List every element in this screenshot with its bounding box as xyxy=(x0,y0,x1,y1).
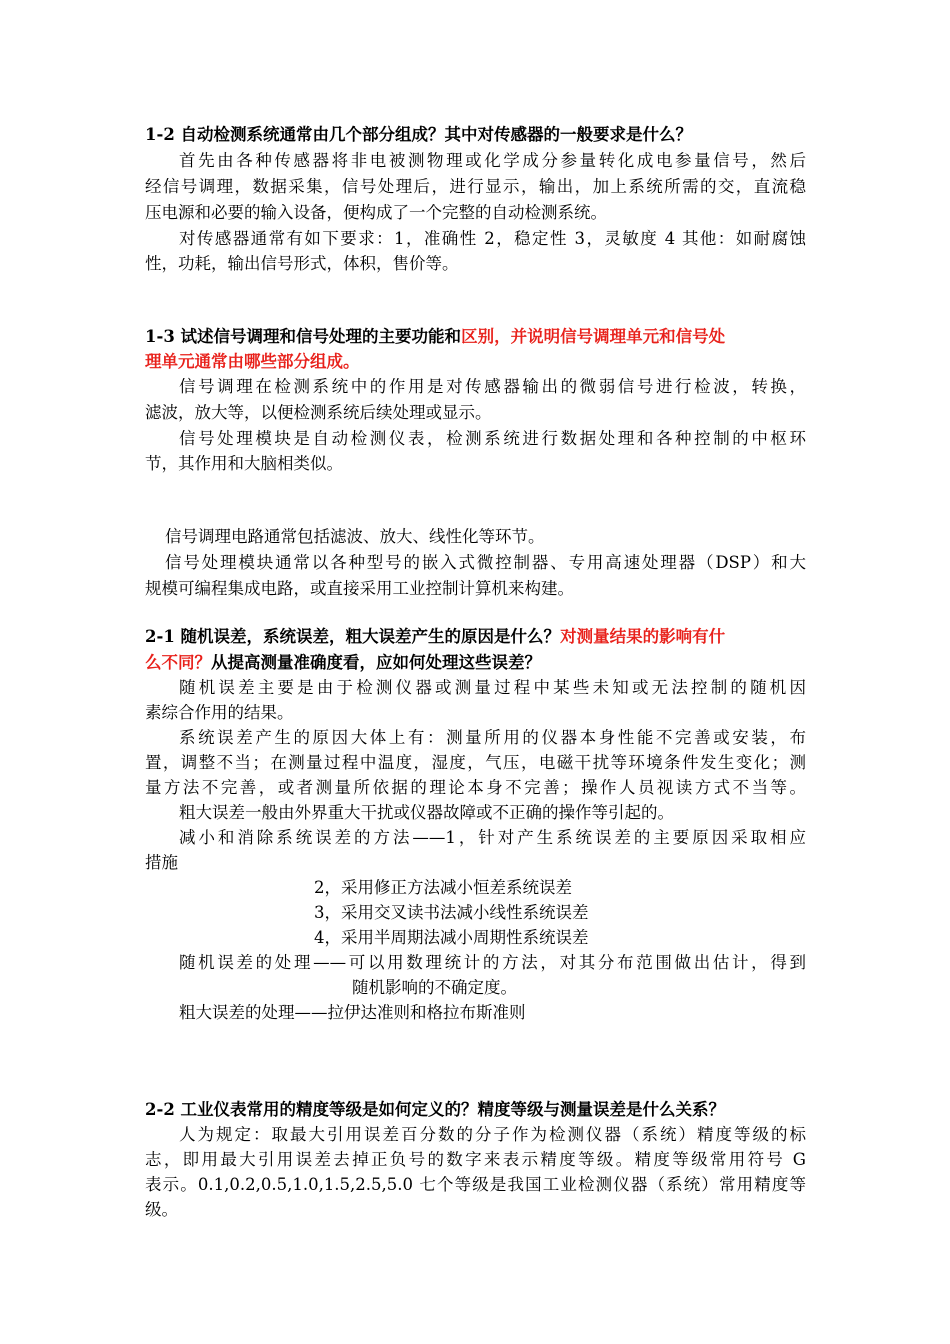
answer-line: 量方法不完善，或者测量所依据的理论本身不完善；操作人员视读方式不当等。 xyxy=(145,778,806,797)
question-title-highlight: 理单元通常由哪些部分组成。 xyxy=(145,352,360,371)
question-1-3-title xyxy=(145,325,725,349)
answer-line: 措施 xyxy=(145,853,178,872)
answer-line: 随机影响的不确定度。 xyxy=(352,978,517,997)
answer-line: 信号调理电路通常包括滤波、放大、线性化等环节。 xyxy=(165,527,545,546)
answer-line: 粗大误差一般由外界重大干扰或仪器故障或不正确的操作等引起的。 xyxy=(179,803,674,822)
question-title-part: 2-1 随机误差，系统误差，粗大误差产生的原因是什么？ xyxy=(145,627,561,646)
answer-line: 滤波，放大等，以便检测系统后续处理或显示。 xyxy=(145,403,492,422)
answer-line: 素综合作用的结果。 xyxy=(145,703,294,722)
answer-line: 信号处理模块通常以各种型号的嵌入式微控制器、专用高速处理器（DSP）和大 xyxy=(165,553,806,572)
answer-line: 性，功耗，输出信号形式，体积，售价等。 xyxy=(145,254,459,273)
question-title-highlight: 么不同？ xyxy=(145,653,211,672)
answer-line: 节，其作用和大脑相类似。 xyxy=(145,454,343,473)
answer-line: 2，采用修正方法减小恒差系统误差 xyxy=(314,878,572,897)
answer-line: 级。 xyxy=(145,1200,178,1219)
answer-line: 压电源和必要的输入设备，便构成了一个完整的自动检测系统。 xyxy=(145,203,607,222)
question-1-2-title: 1-2 自动检测系统通常由几个部分组成？其中对传感器的一般要求是什么？ xyxy=(145,125,693,144)
answer-line: 经信号调理，数据采集，信号处理后，进行显示，输出，加上系统所需的交，直流稳 xyxy=(145,177,806,196)
answer-line: 系统误差产生的原因大体上有：测量所用的仪器本身性能不完善或安装，布 xyxy=(179,728,806,747)
question-title-highlight: 区别，并说明信号调理单元和信号处 xyxy=(461,327,726,346)
answer-line: 首先由各种传感器将非电被测物理或化学成分参量转化成电参量信号，然后 xyxy=(179,151,806,170)
answer-line: 3，采用交叉读书法减小线性系统误差 xyxy=(314,903,589,922)
answer-line: 减小和消除系统误差的方法——1，针对产生系统误差的主要原因采取相应 xyxy=(179,828,806,847)
question-2-1-title xyxy=(145,625,725,649)
answer-line: 表示。0.1,0.2,0.5,1.0,1.5,2.5,5.0 七个等级是我国工业检测仪器（系统）常用精度等 xyxy=(145,1175,806,1194)
question-title-highlight: 对测量结果的影响有什 xyxy=(560,627,726,646)
answer-line: 人为规定：取最大引用误差百分数的分子作为检测仪器（系统）精度等级的标 xyxy=(179,1125,806,1144)
question-title-part: 从提高测量准确度看，应如何处理这些误差？ xyxy=(211,653,541,672)
answer-line: 信号处理模块是自动检测仪表，检测系统进行数据处理和各种控制的中枢环 xyxy=(179,429,806,448)
answer-line: 置，调整不当；在测量过程中温度，湿度，气压，电磁干扰等环境条件发生变化；测 xyxy=(145,753,806,772)
question-title-part: 1-3 试述信号调理和信号处理的主要功能和 xyxy=(145,327,462,346)
question-2-1-title-cont xyxy=(145,651,541,675)
question-2-2-title: 2-2 工业仪表常用的精度等级是如何定义的？精度等级与测量误差是什么关系？ xyxy=(145,1100,726,1119)
answer-line: 志，即用最大引用误差去掉正负号的数字来表示精度等级。精度等级常用符号 G xyxy=(145,1150,806,1169)
answer-line: 对传感器通常有如下要求：1，准确性 2，稳定性 3，灵敏度 4 其他：如耐腐蚀 xyxy=(179,229,806,248)
answer-line: 随机误差的处理——可以用数理统计的方法，对其分布范围做出估计，得到 xyxy=(179,953,806,972)
answer-line: 信号调理在检测系统中的作用是对传感器输出的微弱信号进行检波，转换， xyxy=(179,377,806,396)
answer-line: 4，采用半周期法减小周期性系统误差 xyxy=(314,928,589,947)
answer-line: 随机误差主要是由于检测仪器或测量过程中某些未知或无法控制的随机因 xyxy=(179,678,806,697)
answer-line: 规模可编程集成电路，或直接采用工业控制计算机来构建。 xyxy=(145,579,574,598)
answer-line: 粗大误差的处理——拉伊达准则和格拉布斯准则 xyxy=(179,1003,526,1022)
